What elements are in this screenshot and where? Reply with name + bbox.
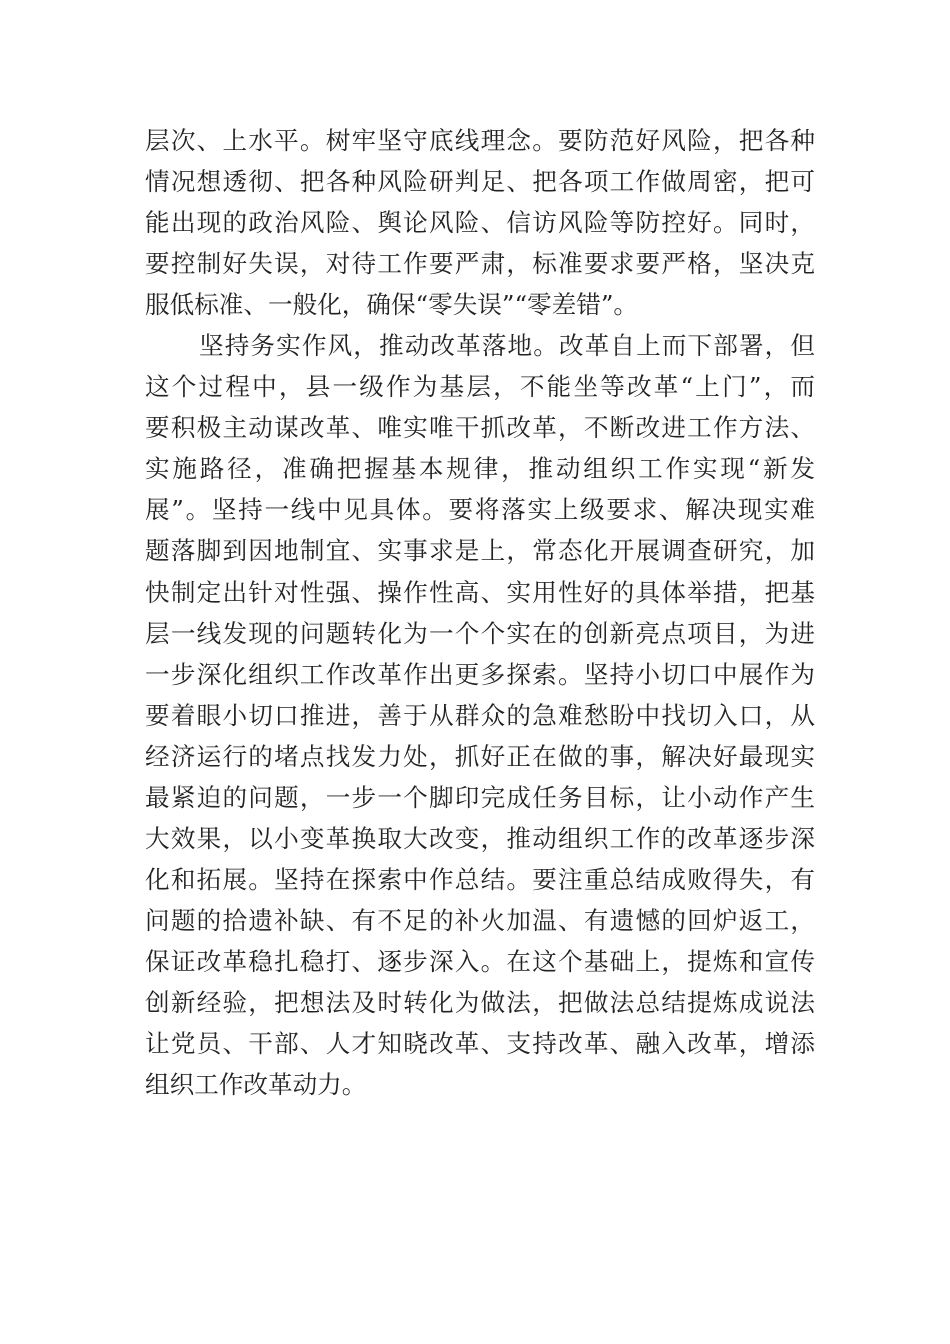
- text-line: 层一线发现的问题转化为一个个实在的创新亮点项目，为进: [145, 618, 815, 648]
- text-line: 保证改革稳扎稳打、逐步深入。在这个基础上，提炼和宣传: [145, 946, 815, 976]
- text-line: 问题的拾遗补缺、有不足的补火加温、有遗憾的回炉返工，: [145, 905, 815, 935]
- text-line: 展”。坚持一线中见具体。要将落实上级要求、解决现实难: [145, 495, 815, 525]
- body-text: [145, 120, 815, 1105]
- text-line: 大效果，以小变革换取大改变，推动组织工作的改革逐步深: [145, 823, 815, 853]
- text-line: 服低标准、一般化，确保“零失误”“零差错”。: [145, 290, 638, 320]
- text-line: 要控制好失误，对待工作要严肃，标准要求要严格，坚决克: [145, 249, 815, 279]
- text-line: 坚持务实作风，推动改革落地。改革自上而下部署，但: [199, 331, 815, 361]
- paragraph-2: [145, 325, 815, 1105]
- text-line: 要积极主动谋改革、唯实唯干抓改革，不断改进工作方法、: [145, 413, 815, 443]
- paragraph-1: [145, 120, 815, 325]
- text-line: 实施路径，准确把握基本规律，推动组织工作实现“新发: [145, 454, 815, 484]
- text-line: 能出现的政治风险、舆论风险、信访风险等防控好。同时，: [145, 208, 815, 238]
- text-line: 经济运行的堵点找发力处，抓好正在做的事，解决好最现实: [145, 741, 815, 771]
- text-line: 组织工作改革动力。: [145, 1070, 367, 1100]
- text-line: 要着眼小切口推进，善于从群众的急难愁盼中找切入口，从: [145, 700, 815, 730]
- text-line: 题落脚到因地制宜、实事求是上，常态化开展调查研究，加: [145, 536, 815, 566]
- text-line: 这个过程中，县一级作为基层，不能坐等改革“上门”，而: [145, 372, 815, 402]
- text-line: 化和拓展。坚持在探索中作总结。要注重总结成败得失，有: [145, 864, 815, 894]
- text-line: 层次、上水平。树牢坚守底线理念。要防范好风险，把各种: [145, 126, 815, 155]
- text-line: 最紧迫的问题，一步一个脚印完成任务目标，让小动作产生: [145, 782, 815, 812]
- text-line: 创新经验，把想法及时转化为做法，把做法总结提炼成说法: [145, 987, 815, 1017]
- text-line: 情况想透彻、把各种风险研判足、把各项工作做周密，把可: [145, 167, 815, 197]
- text-line: 快制定出针对性强、操作性高、实用性好的具体举措，把基: [145, 577, 815, 607]
- text-line: 让党员、干部、人才知晓改革、支持改革、融入改革，增添: [145, 1029, 815, 1059]
- text-line: 一步深化组织工作改革作出更多探索。坚持小切口中展作为: [145, 659, 815, 689]
